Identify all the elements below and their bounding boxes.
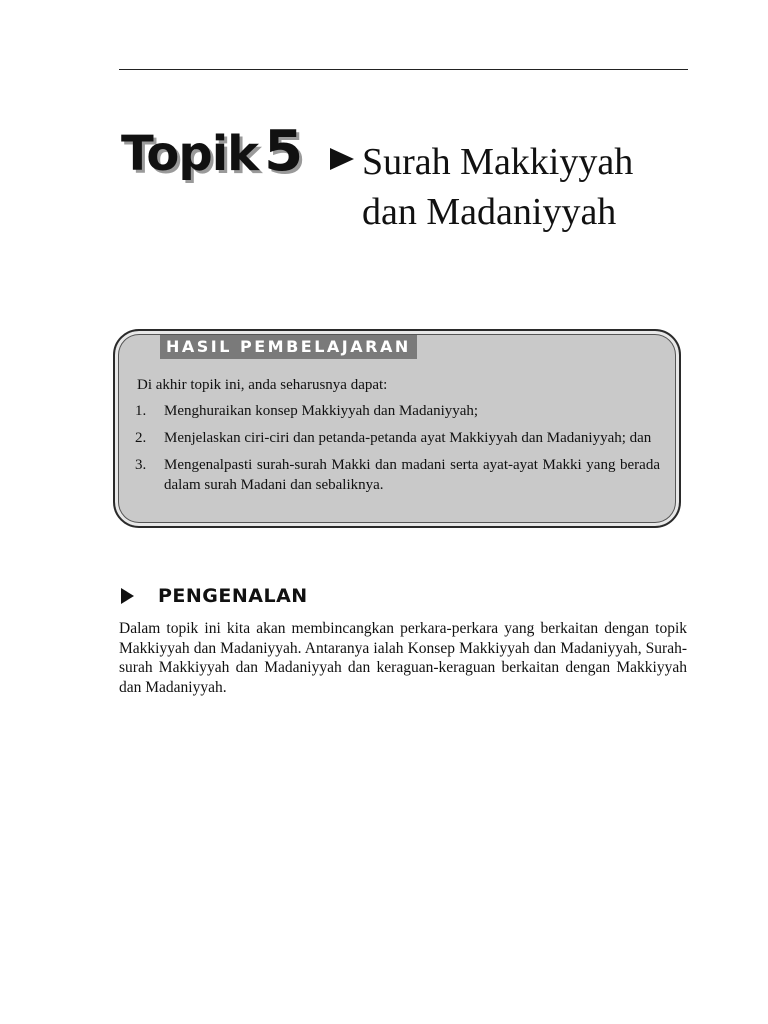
list-item-marker: 1. [135, 403, 147, 419]
chapter-title [362, 137, 633, 237]
chapter-title-line-1: Surah Makkiyyah [362, 141, 634, 183]
chapter-title-line-2: dan Madaniyyah [362, 191, 617, 233]
topic-label [121, 119, 303, 184]
triangle-right-icon [120, 587, 135, 605]
list-item-text: Mengenalpasti surah-surah Makki dan madani serta ayat-ayat Makki yang berada dalam surah Madani dan sebaliknya. [164, 457, 660, 493]
list-item [135, 455, 660, 495]
learning-outcomes-box [113, 329, 681, 528]
list-item-text: Menghuraikan konsep Makkiyyah dan Madaniyyah; [164, 403, 479, 419]
learning-outcomes-intro: Di akhir topik ini, anda seharusnya dapat: [137, 377, 388, 393]
topic-word: Topik [121, 126, 259, 182]
list-item-text: Menjelaskan ciri-ciri dan petanda-petanda ayat Makkiyyah dan Madaniyyah; dan [164, 430, 652, 446]
list-item-marker: 2. [135, 430, 147, 446]
learning-outcomes-heading: HASIL PEMBELAJARAN [160, 335, 417, 359]
introduction-paragraph: Dalam topik ini kita akan membincangkan perkara-perkara yang berkaitan dengan topik Makkiyyah dan Madaniyyah. Antaranya ialah Konsep Makkiyyah dan Madaniyyah, Surah-surah Makkiyyah dan Madaniyyah dan keraguan-keraguan berkaitan dengan Makkiyyah dan Madaniyyah. [119, 620, 687, 696]
list-item [135, 428, 660, 448]
list-item-marker: 3. [135, 457, 147, 473]
list-item [135, 401, 660, 421]
top-rule [119, 69, 688, 70]
section-heading-introduction: PENGENALAN [158, 585, 308, 607]
triangle-right-icon [328, 147, 356, 171]
topic-number: 5 [264, 119, 303, 184]
learning-outcomes-list [135, 401, 660, 502]
